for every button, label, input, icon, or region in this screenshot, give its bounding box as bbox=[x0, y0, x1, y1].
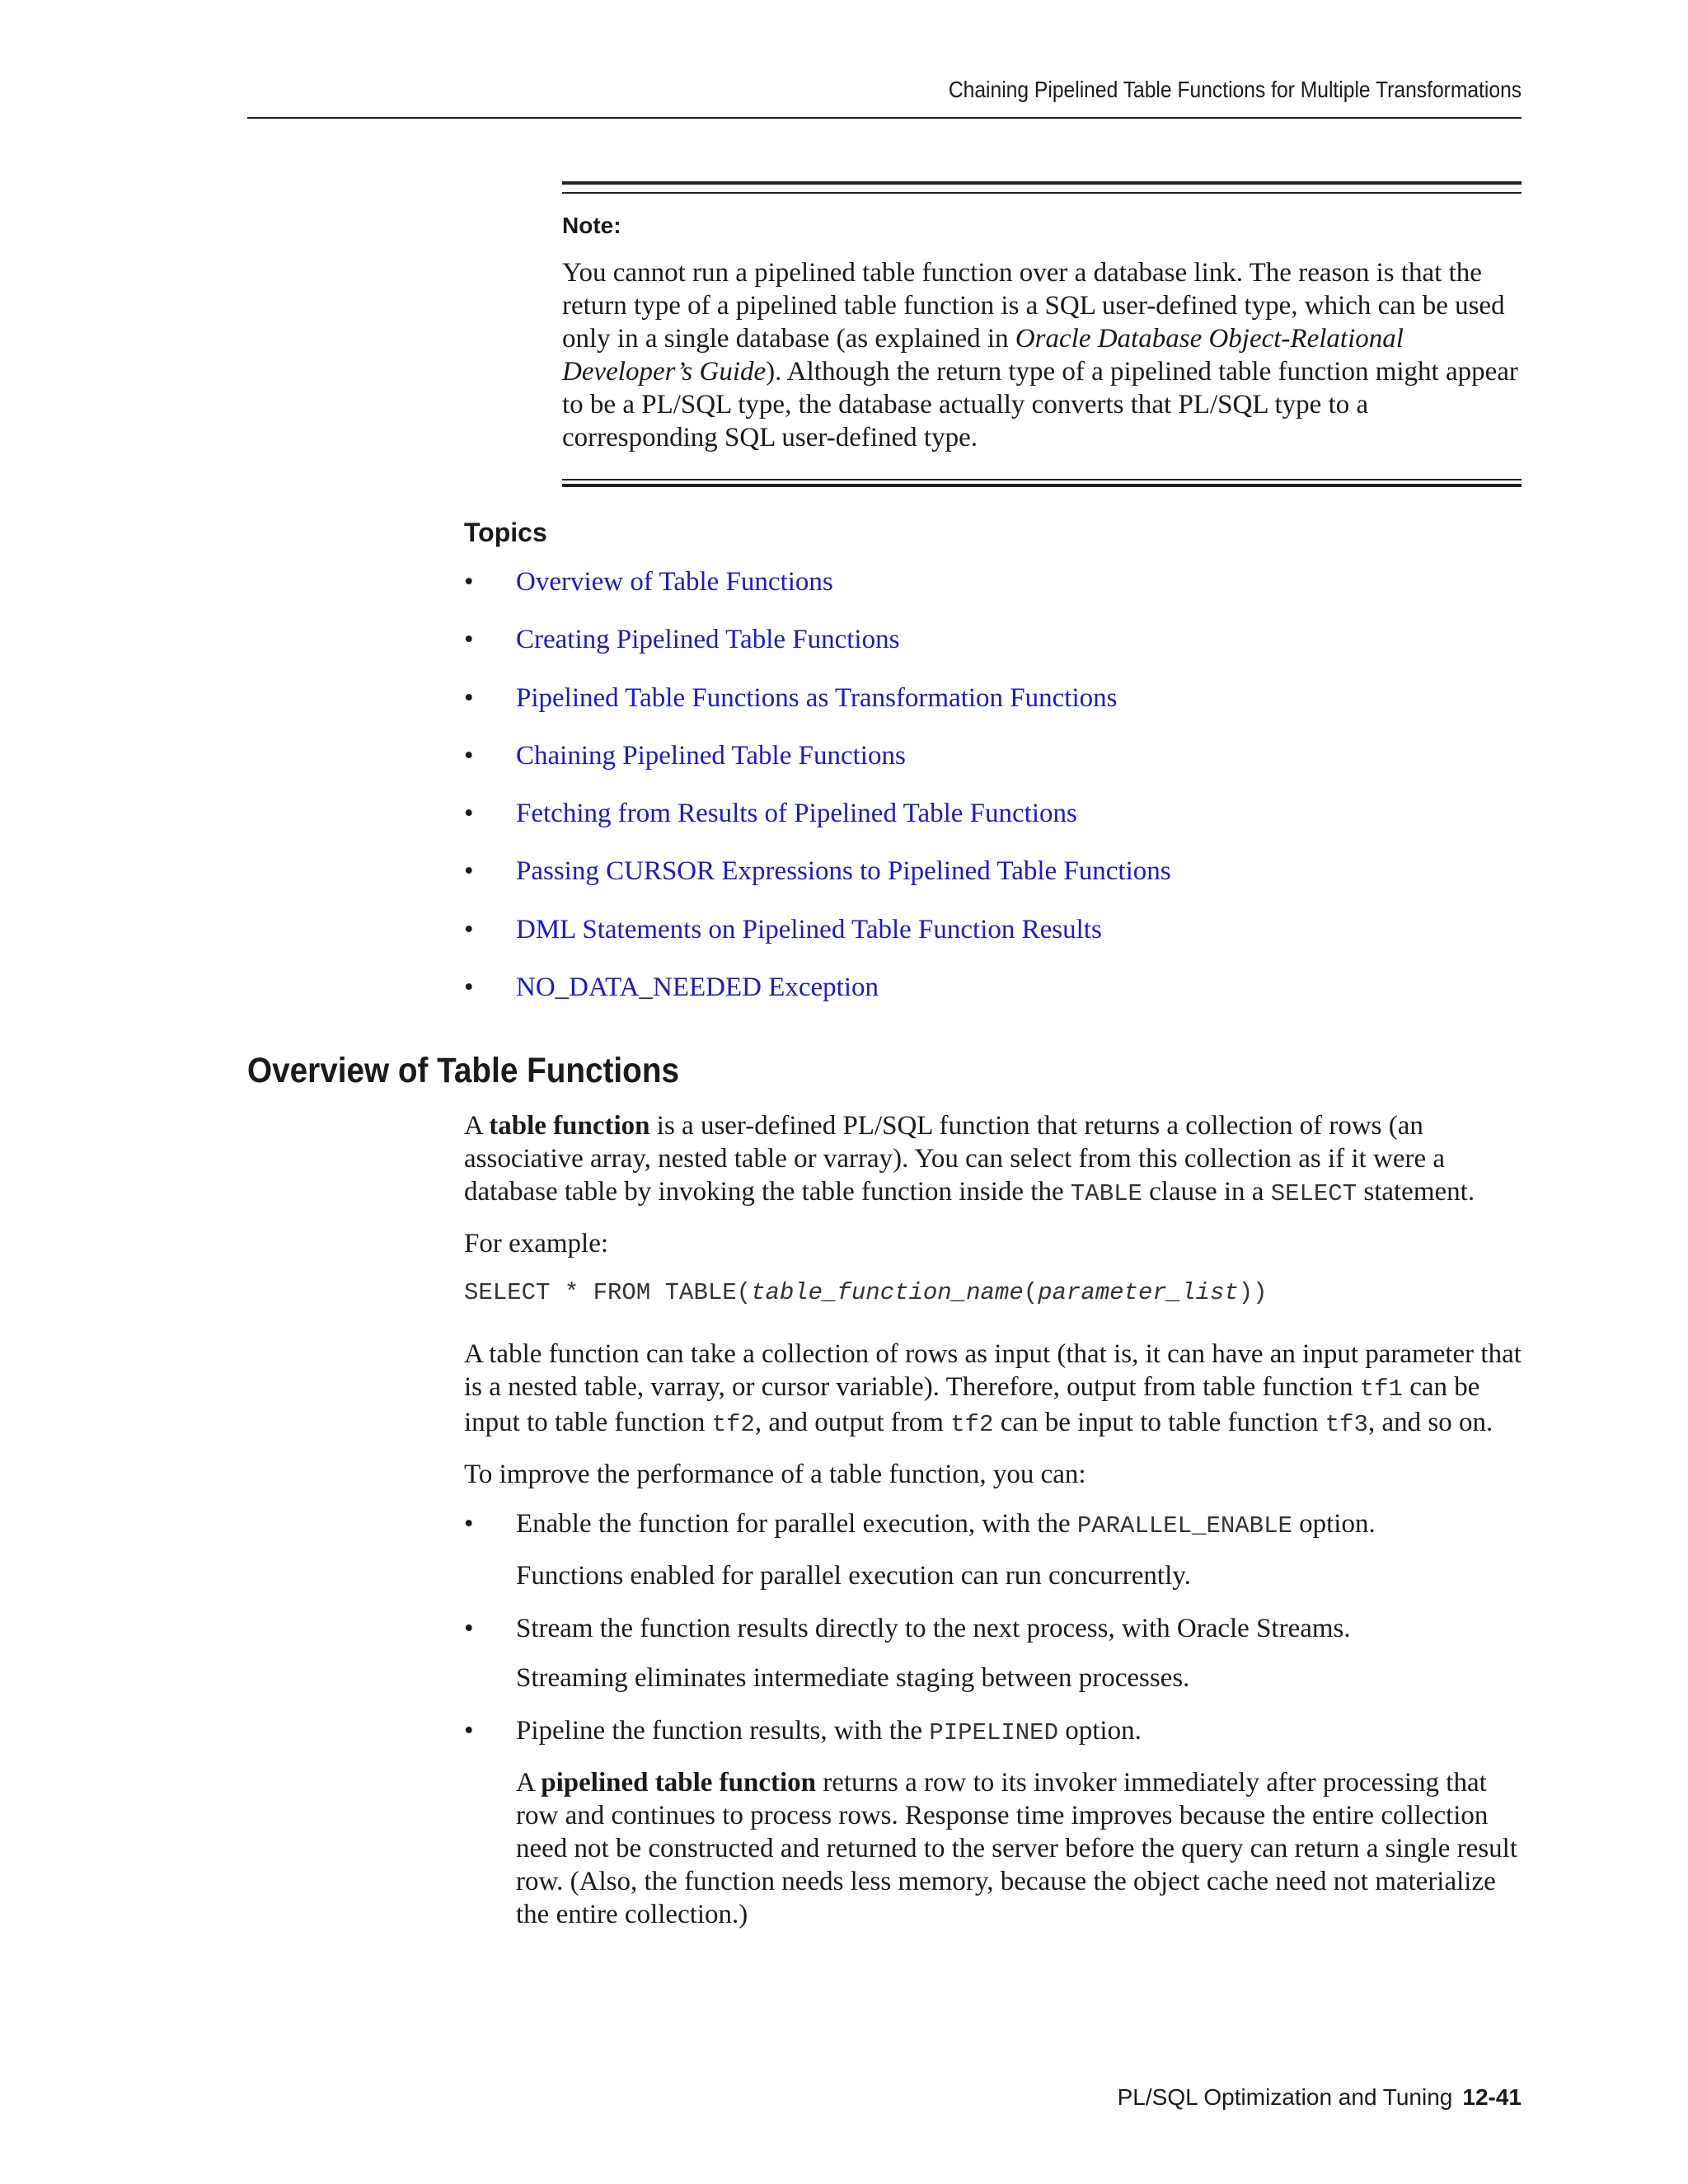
note-label: Note: bbox=[562, 213, 621, 238]
page-footer bbox=[1118, 2083, 1522, 2111]
note-box bbox=[562, 181, 1522, 487]
code-select: SELECT bbox=[1270, 1180, 1357, 1207]
paragraph-performance: To improve the performance of a table function, you can: bbox=[464, 1460, 1086, 1489]
code-table: TABLE bbox=[1070, 1180, 1142, 1207]
bullet: • bbox=[464, 1509, 474, 1539]
list-item bbox=[464, 682, 1522, 739]
topics-section bbox=[464, 516, 1522, 1029]
section-body bbox=[464, 1109, 1522, 1951]
bullet-subtext bbox=[516, 1766, 1522, 1931]
list-item bbox=[464, 1612, 1522, 1694]
paragraph-example-label: For example: bbox=[464, 1229, 609, 1258]
list-item bbox=[464, 797, 1522, 855]
note-text-2: ). Although the return type of a pipelined table function might appear to be a PL/SQL type, the database actually converts that PL/SQL type to a corresponding SQL user-defined type. bbox=[562, 357, 1518, 452]
code-tf3: tf3 bbox=[1325, 1411, 1368, 1438]
text: A bbox=[516, 1768, 542, 1797]
code-tf1: tf1 bbox=[1359, 1376, 1403, 1403]
text: clause in a bbox=[1142, 1177, 1271, 1207]
topic-link-overview[interactable]: Overview of Table Functions bbox=[516, 567, 833, 597]
running-header: Chaining Pipelined Table Functions for Multiple Transformations bbox=[948, 77, 1522, 102]
code-text: ( bbox=[1023, 1279, 1039, 1306]
topic-link-chaining[interactable]: Chaining Pipelined Table Functions bbox=[516, 740, 906, 771]
topic-link-dml-statements[interactable]: DML Statements on Pipelined Table Function Results bbox=[516, 914, 1102, 944]
text: Pipeline the function results, with the bbox=[516, 1716, 930, 1746]
performance-list bbox=[464, 1507, 1522, 1931]
text: can be input to table function bbox=[993, 1408, 1325, 1437]
text: , and so on. bbox=[1367, 1408, 1493, 1437]
topic-link-no-data-needed[interactable]: NO_DATA_NEEDED Exception bbox=[516, 972, 879, 1003]
topics-heading: Topics bbox=[464, 518, 547, 547]
code-tf2: tf2 bbox=[950, 1411, 994, 1438]
code-parallel-enable: PARALLEL_ENABLE bbox=[1076, 1512, 1292, 1540]
term-table-function: table function bbox=[489, 1111, 650, 1141]
list-item bbox=[464, 913, 1522, 971]
section-title: Overview of Table Functions bbox=[247, 1051, 679, 1090]
bullet: • bbox=[464, 799, 474, 829]
bullet-subtext: Functions enabled for parallel execution can run concurrently. bbox=[516, 1561, 1191, 1591]
bullet-text bbox=[516, 1714, 1522, 1750]
footer-book-title: PL/SQL Optimization and Tuning bbox=[1117, 2084, 1453, 2110]
code-pipelined: PIPELINED bbox=[929, 1719, 1058, 1746]
bullet: • bbox=[464, 856, 474, 887]
list-item bbox=[464, 971, 1522, 1029]
text: statement. bbox=[1357, 1177, 1475, 1207]
text: can be input to table function bbox=[464, 1372, 1480, 1437]
bullet-text bbox=[516, 1507, 1522, 1543]
topic-link-cursor-expressions[interactable]: Passing CURSOR Expressions to Pipelined Table Functions bbox=[516, 856, 1171, 887]
list-item bbox=[464, 623, 1522, 681]
paragraph-intro bbox=[464, 1109, 1522, 1211]
bullet: • bbox=[464, 972, 474, 1003]
text: option. bbox=[1057, 1716, 1142, 1746]
text: , and output from bbox=[754, 1408, 951, 1437]
topic-link-transformation[interactable]: Pipelined Table Functions as Transformation Functions bbox=[516, 682, 1118, 713]
bullet: • bbox=[464, 740, 474, 771]
code-example bbox=[464, 1277, 1522, 1310]
text: Enable the function for parallel execution, with the bbox=[516, 1509, 1077, 1539]
code-text: )) bbox=[1238, 1279, 1268, 1306]
note-bottom-rule bbox=[562, 479, 1522, 487]
bullet-text: Stream the function results directly to the next process, with Oracle Streams. bbox=[516, 1614, 1351, 1643]
topics-list bbox=[464, 565, 1522, 1029]
paragraph-chaining bbox=[464, 1338, 1522, 1441]
text: A bbox=[464, 1111, 490, 1141]
bullet-subtext: Streaming eliminates intermediate staging between processes. bbox=[516, 1663, 1190, 1693]
note-text-1: You cannot run a pipelined table function over a database link. The reason is that the return type of a pipelined table function is a SQL user-defined type, which can be used only in a single database (as explained in bbox=[562, 258, 1505, 354]
text: option. bbox=[1292, 1509, 1376, 1539]
list-item bbox=[464, 855, 1522, 912]
term-pipelined-table-function: pipelined table function bbox=[541, 1768, 816, 1797]
header-rule bbox=[247, 117, 1522, 119]
bullet: • bbox=[464, 625, 474, 655]
bullet: • bbox=[464, 1716, 474, 1746]
list-item bbox=[464, 1507, 1522, 1592]
bullet: • bbox=[464, 682, 474, 713]
list-item bbox=[464, 739, 1522, 797]
list-item bbox=[464, 1714, 1522, 1931]
topic-link-creating[interactable]: Creating Pipelined Table Functions bbox=[516, 625, 900, 655]
bullet: • bbox=[464, 1614, 474, 1643]
note-top-rule bbox=[562, 181, 1522, 194]
code-placeholder: parameter_list bbox=[1038, 1279, 1239, 1306]
note-body bbox=[562, 256, 1522, 454]
list-item bbox=[464, 565, 1522, 623]
code-tf2: tf2 bbox=[711, 1411, 755, 1438]
bullet: • bbox=[464, 567, 474, 597]
page-number: 12-41 bbox=[1462, 2084, 1522, 2110]
text: returns a row to its invoker immediately after processing that row and continues to process rows. Response time improves because the entire collection need not be constructed and returned to the server before the query can return a single result row. (Also, the function needs less memory, because the object cache need not materialize the entire collection.) bbox=[516, 1768, 1518, 1929]
code-placeholder: table_function_name bbox=[751, 1279, 1024, 1306]
text: A table function can take a collection of rows as input (that is, it can have an input parameter that is a nested table, varray, or cursor variable). Therefore, output from table function bbox=[464, 1339, 1522, 1402]
text: is a user-defined PL/SQL function that returns a collection of rows (an associative array, nested table or varray). You can select from this collection as if it were a database table by invoking the table function inside the bbox=[464, 1111, 1445, 1207]
note-book-title: Oracle Database Object-Relational Developer’s Guide bbox=[562, 324, 1404, 387]
topic-link-fetching[interactable]: Fetching from Results of Pipelined Table Functions bbox=[516, 799, 1077, 829]
bullet: • bbox=[464, 914, 474, 944]
code-text: SELECT * FROM TABLE( bbox=[464, 1279, 752, 1306]
